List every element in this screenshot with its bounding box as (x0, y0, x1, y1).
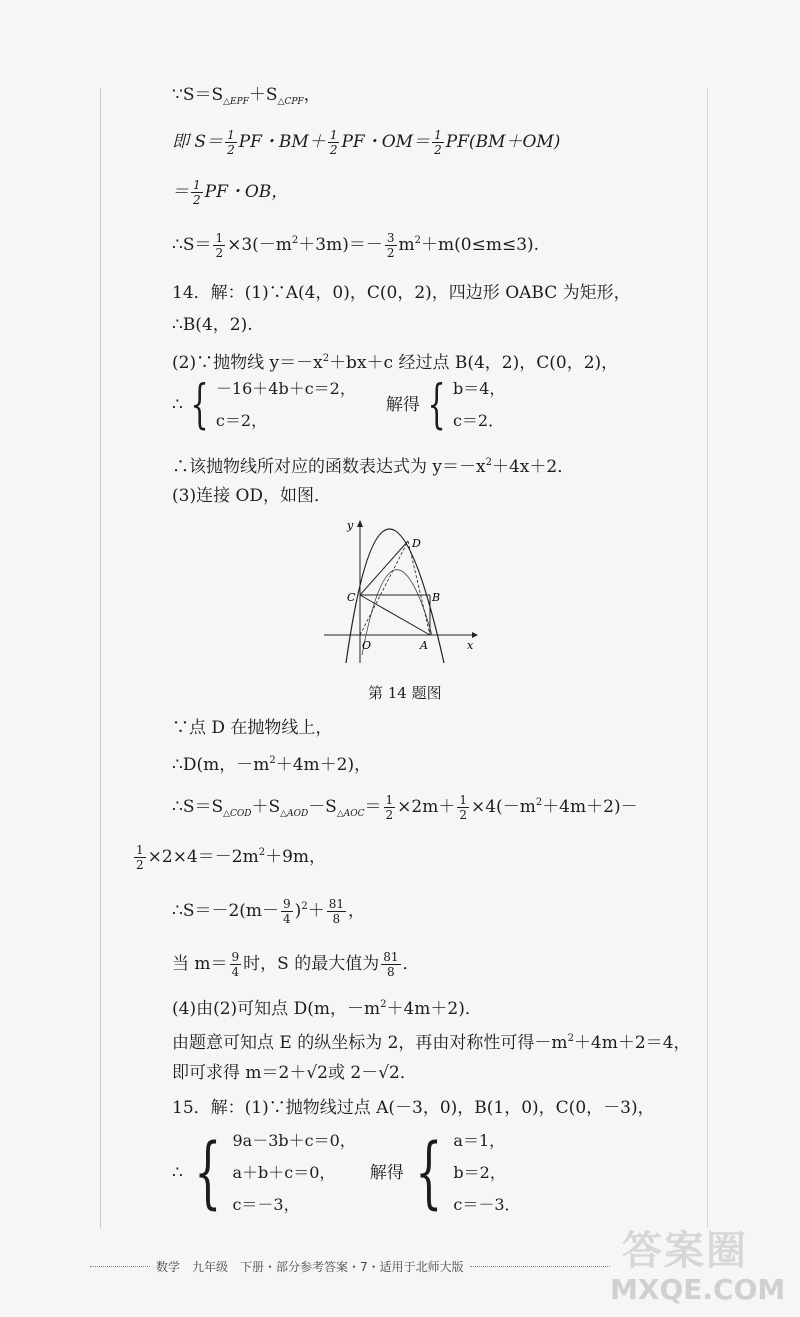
numerator: 81 (328, 897, 344, 911)
fraction (213, 231, 225, 260)
text: ＋4m＋2)． (386, 999, 482, 1019)
footer-text: 数学 九年级 下册・部分参考答案・7・适用于北师大版 (156, 1259, 464, 1274)
denominator: 8 (387, 965, 395, 979)
numerator: 1 (459, 793, 467, 807)
label-O: O (362, 639, 372, 652)
numerator: 9 (231, 950, 240, 964)
text: ×2×4＝－2m (147, 847, 259, 867)
fraction (328, 128, 340, 157)
solution-line (172, 994, 482, 1020)
text: ， (347, 901, 365, 921)
parabola-curve (346, 529, 444, 663)
page-footer (90, 1256, 610, 1276)
segment-DA (408, 541, 430, 635)
text: 时，S 的最大值为 (243, 954, 380, 974)
solution-line (172, 750, 371, 776)
label-A: A (420, 639, 428, 652)
label-D: D (412, 537, 421, 550)
numerator: 1 (215, 231, 224, 245)
superscript: 2 (322, 353, 330, 364)
brace-group (404, 1130, 521, 1216)
text: ∵S＝S (172, 85, 224, 105)
equation: b＝2， (453, 1163, 506, 1182)
text: ＋S (248, 85, 278, 105)
text: ×2m＋ (397, 797, 456, 817)
superscript: 2 (301, 901, 308, 912)
text: PF・OB， (204, 182, 289, 202)
text: ＋bx＋c 经过点 B(4，2)，C(0，2)， (329, 353, 619, 373)
equation-system (172, 1130, 521, 1216)
text: ) (294, 901, 302, 921)
text: ＝ (172, 182, 189, 202)
fraction (381, 950, 400, 979)
text: ∴S＝－2(m－ (172, 901, 280, 921)
denominator: 2 (434, 143, 442, 157)
text: ， (303, 85, 321, 105)
text: ∴S＝S (172, 797, 224, 817)
denominator: 2 (459, 808, 467, 822)
brace-group (420, 375, 506, 435)
denominator: 8 (332, 912, 341, 926)
text: (4)由(2)可知点 D(m，－m (172, 999, 381, 1019)
text: ＋4x＋2． (491, 457, 575, 477)
fraction (191, 178, 203, 207)
text: ＋3m)＝－ (298, 235, 383, 255)
watermark-site: MXQE.COM (610, 1273, 786, 1306)
equation: b＝4， (452, 379, 506, 398)
figure-caption: 第 14 题图 (368, 684, 442, 702)
equation: c＝2， (215, 411, 268, 430)
solution-line (172, 84, 321, 113)
text: 解得 (385, 395, 420, 415)
superscript: 2 (291, 235, 299, 246)
text: ＝ (364, 797, 382, 817)
denominator: 2 (227, 143, 235, 157)
solution-line (172, 230, 539, 260)
solution-line: 15．解：(1)∵抛物线过点 A(－3，0)，B(1，0)，C(0，－3)， (172, 1098, 655, 1118)
brace: { (414, 1128, 443, 1218)
superscript: 2 (380, 999, 387, 1010)
solution-line: 即可求得 m＝2＋√2或 2－√2． (172, 1063, 417, 1083)
fraction (384, 793, 396, 822)
text: ×3(－m (227, 235, 292, 255)
label-B: B (432, 591, 441, 604)
segment-OD (360, 541, 408, 635)
numerator: 1 (136, 843, 144, 857)
solution-line (132, 842, 326, 872)
x-axis-arrow (472, 632, 478, 638)
fraction (134, 843, 146, 872)
denominator: 2 (136, 858, 144, 872)
brace-group (183, 375, 356, 435)
superscript: 2 (414, 235, 422, 246)
numerator: 1 (193, 178, 201, 192)
text: PF・BM＋ (238, 132, 326, 152)
denominator: 2 (193, 193, 201, 207)
text: 当 m＝ (172, 954, 228, 974)
brace: { (190, 375, 209, 435)
numerator: 1 (329, 128, 338, 142)
equation-system (172, 375, 506, 435)
text: ∴ (172, 395, 183, 415)
solution-line (172, 348, 618, 374)
numerator: 1 (227, 128, 235, 142)
solution-line (172, 452, 574, 478)
fraction (225, 128, 237, 157)
brace: { (193, 1128, 222, 1218)
fraction (457, 793, 469, 822)
text: 即 S＝ (172, 132, 224, 152)
denominator: 2 (329, 143, 338, 157)
label-x: x (467, 639, 474, 652)
subscript: △EPF (223, 97, 249, 107)
denominator: 2 (215, 246, 224, 260)
y-axis-arrow (357, 520, 363, 527)
superscript: 2 (269, 755, 276, 766)
numerator: 9 (283, 897, 291, 911)
solution-line: ∵点 D 在抛物线上， (172, 718, 333, 738)
fraction (432, 128, 444, 157)
text: 由题意可知点 E 的纵坐标为 2，再由对称性可得－m (172, 1033, 568, 1053)
text: (2)∵抛物线 y＝－x (172, 353, 323, 373)
text: PF・OM＝ (341, 132, 431, 152)
superscript: 2 (535, 797, 543, 808)
fraction (230, 950, 242, 979)
solution-line: 14．解：(1)∵A(4，0)，C(0，2)，四边形 OABC 为矩形， (172, 283, 631, 303)
subscript: △AOD (280, 809, 309, 819)
fraction (385, 231, 397, 260)
denominator: 2 (386, 246, 395, 260)
solution-line (172, 1028, 691, 1054)
text: ×4(－m (471, 797, 536, 817)
equation: －16＋4b＋c＝2， (215, 379, 356, 398)
watermark (600, 1215, 790, 1315)
equation: a＋b＋c＝0， (232, 1163, 336, 1182)
watermark-brand: 答案圈 (622, 1228, 748, 1274)
label-C: C (347, 591, 356, 604)
text: ∴D(m，－m (172, 755, 270, 775)
equation: c＝－3， (232, 1195, 300, 1214)
text: m (398, 235, 415, 255)
solution-line: ∴B(4，2). (172, 315, 253, 335)
solution-line (172, 128, 560, 157)
superscript: 2 (485, 457, 492, 468)
segment-CD (360, 541, 408, 595)
numerator: 1 (385, 793, 394, 807)
subscript: △AOC (336, 809, 365, 819)
text: ∴ (172, 1163, 183, 1183)
numerator: 1 (434, 128, 442, 142)
brace: { (427, 375, 446, 435)
text: 解得 (369, 1163, 404, 1183)
text: ＋4m＋2)， (275, 755, 372, 775)
solution-line (172, 178, 288, 207)
text: PF(BM＋OM) (445, 132, 561, 152)
equation: c＝－3． (453, 1195, 521, 1214)
fraction (281, 897, 293, 926)
superscript: 2 (258, 847, 266, 858)
equation: a＝1， (453, 1131, 506, 1150)
text: －S (308, 797, 337, 817)
text: ＋9m， (265, 847, 327, 867)
text: ＋ (307, 901, 325, 921)
subscript: △CPF (277, 97, 304, 107)
footer-dots-left (90, 1266, 150, 1267)
denominator: 4 (283, 912, 291, 926)
text: ＋m(0≤m≤3). (421, 235, 540, 255)
equation: 9a－3b＋c＝0， (232, 1131, 356, 1150)
text: ． (402, 954, 420, 974)
footer-dots-right (470, 1266, 610, 1267)
superscript: 2 (567, 1033, 574, 1044)
brace-group (183, 1130, 356, 1216)
solution-line (172, 792, 638, 825)
subscript: △COD (223, 809, 252, 819)
text: ＋S (251, 797, 281, 817)
equation: c＝2． (452, 411, 505, 430)
solution-line (172, 950, 420, 979)
text: ＋4m＋2＝4， (573, 1033, 691, 1053)
text: ∴S＝ (172, 235, 212, 255)
denominator: 4 (231, 965, 240, 979)
numerator: 81 (383, 950, 399, 964)
parabola-figure (320, 515, 480, 665)
text: ∴该抛物线所对应的函数表达式为 y＝－x (172, 457, 486, 477)
label-y: y (347, 519, 354, 532)
numerator: 3 (386, 231, 395, 245)
denominator: 2 (385, 808, 394, 822)
fraction (327, 897, 346, 926)
solution-line (172, 896, 365, 926)
text: ＋4m＋2)－ (542, 797, 638, 817)
solution-line: (3)连接 OD，如图． (172, 486, 332, 506)
